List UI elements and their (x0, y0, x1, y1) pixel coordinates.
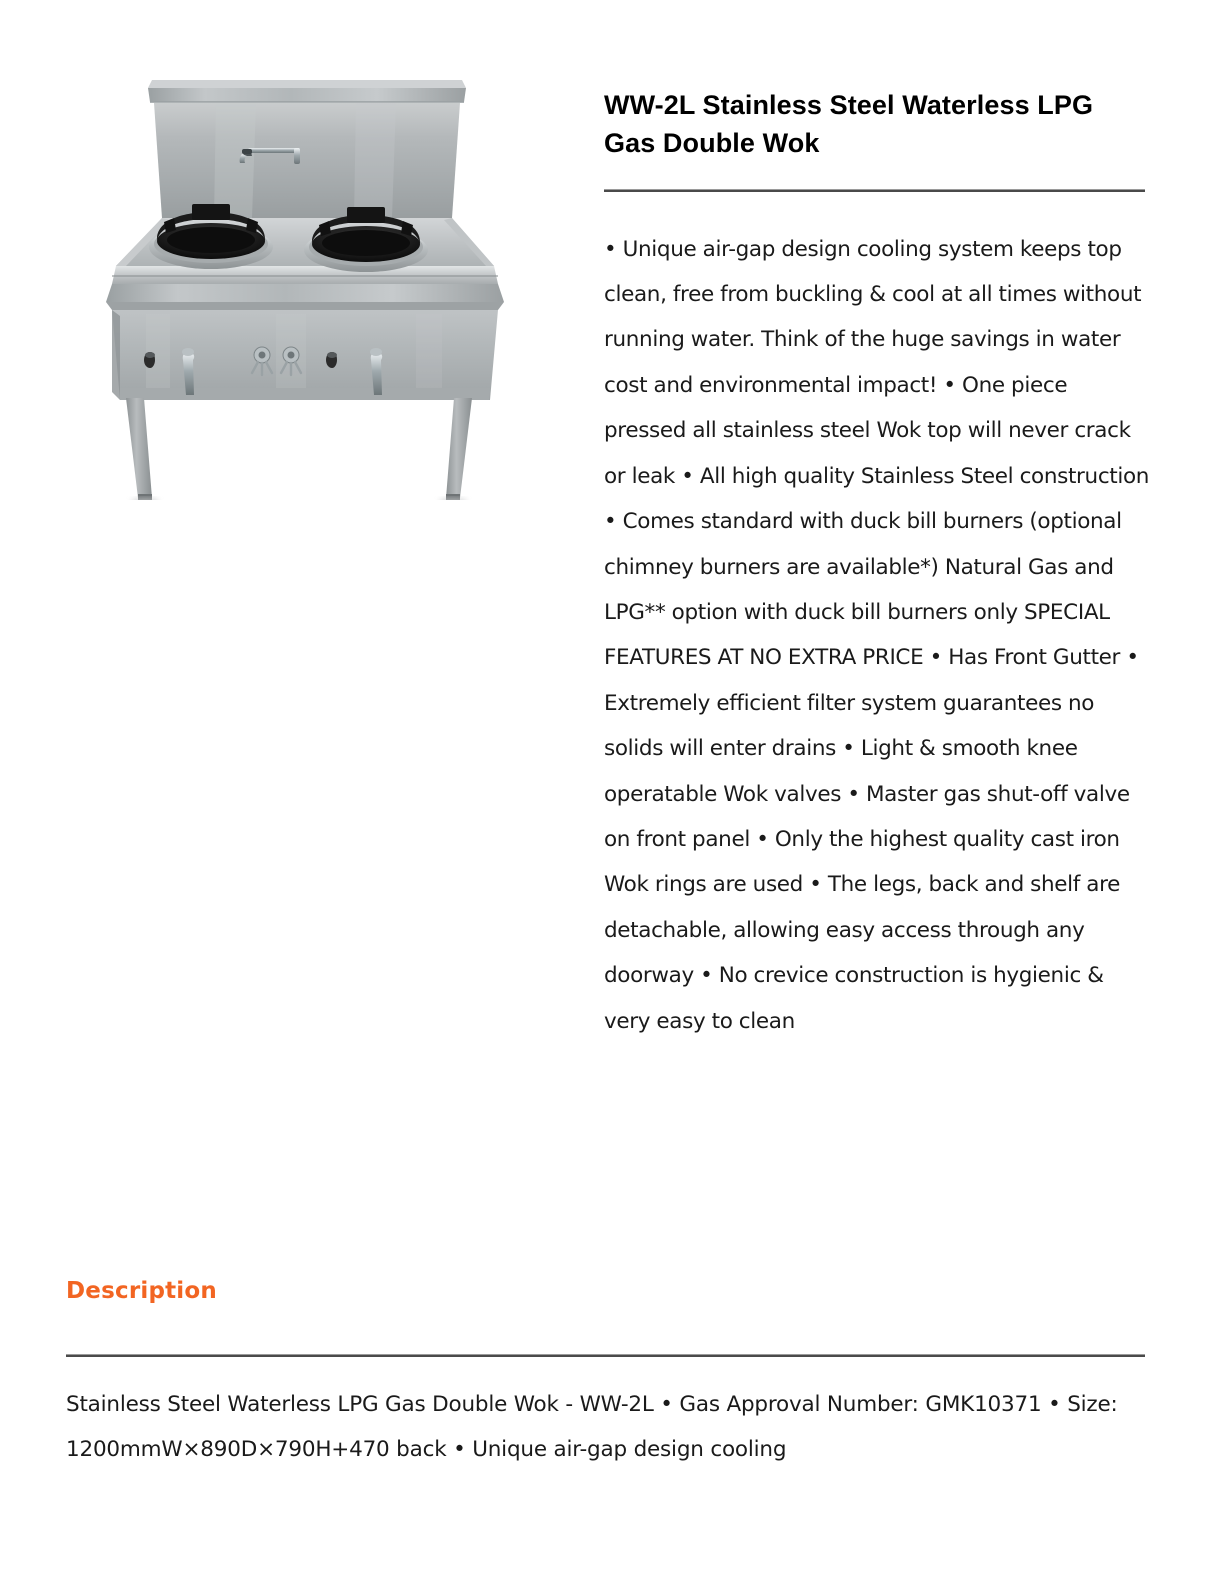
description-body-text: Stainless Steel Waterless LPG Gas Double Wok - WW-2L • Gas Approval Number: GMK10371 • Size: 1200mmW×890D×790H+470 back • Unique air-gap design cooling (66, 1392, 1118, 1462)
wok-backsplash (148, 80, 466, 218)
title-divider (604, 189, 1145, 192)
double-wok-cooker-illustration (66, 70, 526, 500)
product-features-text: • Unique air-gap design cooling system keeps top clean, free from buckling & cool at all times without running water. Think of the huge savings in water cost and environmental impact! • One piece pressed all stainless steel Wok top will never crack or leak • All high quality Stainless Steel construction • Comes standard with duck bill burners (optional chimney burners are available*) Natural Gas and LPG** option with duck bill burners only SPECIAL FEATURES AT NO EXTRA PRICE • Has Front Gutter • Extremely efficient filter system guarantees no solids will enter drains • Light & smooth knee operatable Wok valves • Master gas shut-off valve on front panel • Only the highest quality cast iron Wok rings are used • The legs, back and shelf are detachable, allowing easy access through any doorway • No crevice construction is hygienic & very easy to clean (604, 236, 1150, 1034)
wok-body-front-panel (112, 310, 498, 400)
product-image[interactable] (66, 70, 526, 500)
page-title: WW-2L Stainless Steel Waterless LPG Gas Double Wok (604, 90, 1094, 159)
wok-legs (126, 398, 472, 500)
description-heading: Description (66, 1278, 217, 1304)
product-detail-column (604, 86, 1149, 1044)
description-divider (66, 1354, 1145, 1357)
